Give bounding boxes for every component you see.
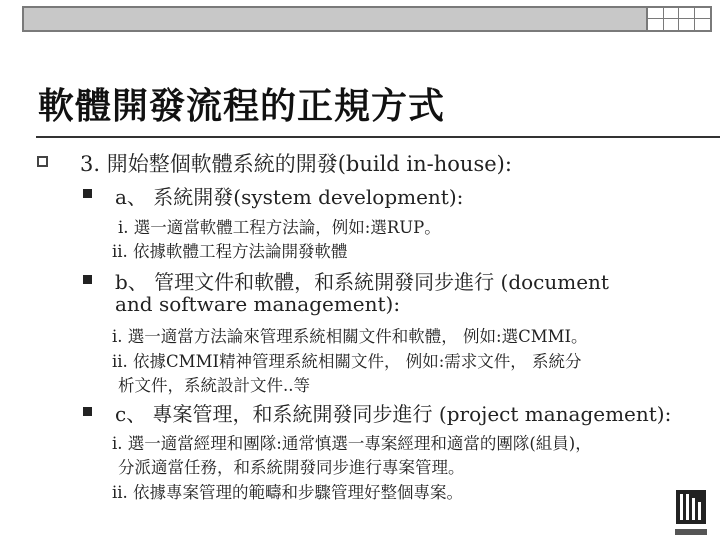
section-heading: 3. 開始整個軟體系統的開發(build in-house):	[80, 152, 512, 176]
item-c-sub-1-cont: 分派適當任務，和系統開發同步進行專案管理。	[118, 458, 465, 477]
header-bar	[22, 6, 712, 32]
header-grid-decoration	[646, 8, 710, 30]
item-a-label: a、 系統開發(system development):	[115, 185, 464, 209]
item-c-label: c、 專案管理，和系統開發同步進行 (project management):	[115, 402, 672, 426]
item-c-sub-1: i. 選一適當經理和團隊:通常慎選一專案經理和適當的團隊(組員)，	[112, 434, 592, 453]
square-bullet-icon	[83, 275, 92, 284]
item-a-sub-1: i. 選一適當軟體工程方法論，例如:選RUP。	[118, 218, 441, 237]
item-b-sub-1: i. 選一適當方法論來管理系統相關文件和軟體， 例如:選CMMI。	[112, 327, 588, 346]
item-b-sub-2-cont: 析文件，系統設計文件..等	[118, 376, 310, 395]
item-a-sub-2: ii. 依據軟體工程方法論開發軟體	[112, 242, 348, 261]
publisher-logo-icon	[672, 488, 710, 538]
title-divider	[36, 136, 720, 138]
square-bullet-icon	[83, 407, 92, 416]
square-bullet-icon	[83, 189, 92, 198]
item-b-sub-2: ii. 依據CMMI精神管理系統相關文件， 例如:需求文件， 系統分	[112, 352, 582, 371]
hollow-square-bullet-icon	[37, 156, 48, 167]
item-b-label-line1: b、 管理文件和軟體，和系統開發同步進行 (document	[115, 270, 609, 294]
item-b-label-line2: and software management):	[115, 292, 401, 316]
item-c-sub-2: ii. 依據專案管理的範疇和步驟管理好整個專案。	[112, 483, 464, 502]
slide-title: 軟體開發流程的正規方式	[38, 85, 446, 127]
